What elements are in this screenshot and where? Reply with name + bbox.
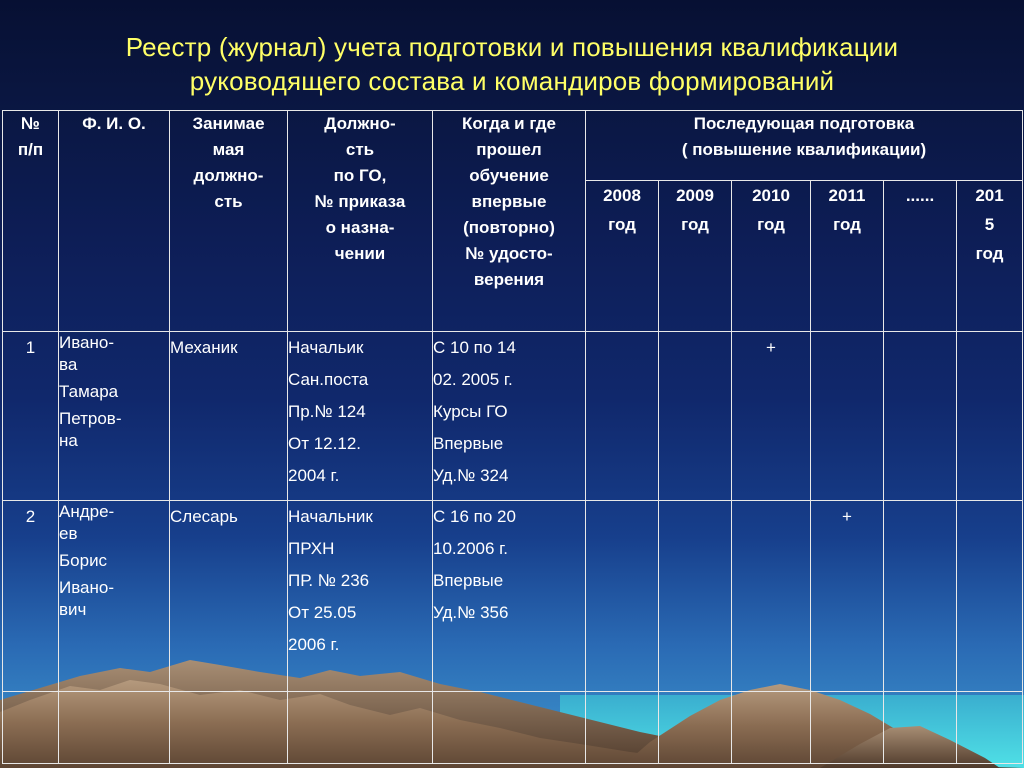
training-line: С 10 по 14 bbox=[433, 338, 516, 358]
row-number: 2 bbox=[3, 500, 59, 691]
mark-2008 bbox=[586, 500, 659, 691]
header-subsequent-line: ( повышение квалификации) bbox=[681, 140, 927, 159]
empty-cell bbox=[586, 691, 659, 763]
mark-2010 bbox=[732, 500, 811, 691]
fio-line: ев bbox=[59, 523, 78, 543]
registry-table bbox=[2, 110, 1023, 764]
year-2010 bbox=[732, 181, 811, 332]
year-ellipsis bbox=[884, 181, 957, 332]
training-line: 10.2006 г. bbox=[433, 538, 509, 558]
go-line: От 25.05 bbox=[288, 602, 357, 622]
fio-line: Тамара bbox=[59, 382, 119, 402]
row-first-training bbox=[433, 500, 586, 691]
go-line: От 12.12. bbox=[288, 434, 361, 454]
row-position bbox=[170, 332, 288, 500]
row-go-position bbox=[288, 332, 433, 500]
table-row bbox=[3, 332, 1023, 500]
empty-cell bbox=[170, 691, 288, 763]
go-line: ПР. № 236 bbox=[288, 570, 370, 590]
header-training-line: обучение bbox=[469, 166, 549, 185]
go-line: ПРХН bbox=[288, 538, 335, 558]
empty-cell bbox=[884, 691, 957, 763]
training-line: С 16 по 20 bbox=[433, 506, 516, 526]
title-line-1: Реестр (журнал) учета подготовки и повышения квалификации bbox=[125, 32, 899, 62]
go-line: Начальик bbox=[288, 338, 364, 358]
header-num-line: п/п bbox=[17, 140, 44, 159]
header-training-line: верения bbox=[473, 270, 545, 289]
row-fio bbox=[59, 500, 170, 691]
empty-cell bbox=[59, 691, 170, 763]
empty-cell bbox=[957, 691, 1023, 763]
mark-ellipsis bbox=[884, 500, 957, 691]
header-go-line: по ГО, bbox=[333, 166, 387, 185]
header-go-position bbox=[288, 111, 433, 332]
year-value: 5 bbox=[984, 215, 995, 235]
fio-line: на bbox=[59, 431, 78, 451]
empty-cell bbox=[659, 691, 732, 763]
row-position bbox=[170, 500, 288, 691]
year-unit: год bbox=[608, 215, 636, 235]
header-position bbox=[170, 111, 288, 332]
mark-2011: + bbox=[811, 500, 884, 691]
go-line: Начальник bbox=[288, 506, 373, 526]
training-line: Впервые bbox=[433, 434, 504, 454]
year-2008 bbox=[586, 181, 659, 332]
header-position-line: Занимае bbox=[192, 114, 265, 133]
mark-2009 bbox=[659, 332, 732, 500]
go-line: 2006 г. bbox=[288, 634, 340, 654]
training-line: Уд.№ 356 bbox=[433, 602, 509, 622]
table-row bbox=[3, 500, 1023, 691]
mark-2015 bbox=[957, 500, 1023, 691]
go-line: 2004 г. bbox=[288, 466, 340, 486]
fio-line: Андре- bbox=[59, 501, 115, 521]
header-training-line: впервые bbox=[471, 192, 547, 211]
header-subsequent-line: Последующая подготовка bbox=[693, 114, 915, 133]
header-fio bbox=[59, 111, 170, 332]
year-unit: год bbox=[975, 244, 1004, 264]
empty-cell bbox=[811, 691, 884, 763]
header-training-line: № удосто- bbox=[465, 244, 553, 263]
year-value: 2008 bbox=[603, 186, 641, 206]
header-go-line: № приказа bbox=[314, 192, 406, 211]
row-number: 1 bbox=[3, 332, 59, 500]
year-unit: год bbox=[681, 215, 709, 235]
position-line: Механик bbox=[170, 338, 238, 358]
empty-cell bbox=[3, 691, 59, 763]
training-line: Курсы ГО bbox=[433, 402, 508, 422]
fio-line: Ивано- bbox=[59, 333, 115, 353]
mark-ellipsis bbox=[884, 332, 957, 500]
header-go-line: чении bbox=[334, 244, 386, 263]
header-position-line: сть bbox=[214, 192, 243, 211]
header-training-line: Когда и где bbox=[461, 114, 556, 133]
go-line: Пр.№ 124 bbox=[288, 402, 366, 422]
year-unit: год bbox=[757, 215, 785, 235]
fio-line: вич bbox=[59, 599, 87, 619]
year-2011 bbox=[811, 181, 884, 332]
header-training-line: (повторно) bbox=[463, 218, 555, 237]
year-value: 2011 bbox=[828, 186, 866, 206]
empty-row bbox=[3, 691, 1023, 763]
header-num-line: № bbox=[21, 114, 40, 133]
mark-2009 bbox=[659, 500, 732, 691]
header-position-line: должно- bbox=[193, 166, 264, 185]
empty-cell bbox=[732, 691, 811, 763]
go-line: Сан.поста bbox=[288, 370, 369, 390]
header-fio-line: Ф. И. О. bbox=[82, 114, 146, 133]
mark-2008 bbox=[586, 332, 659, 500]
year-unit: год bbox=[833, 215, 861, 235]
row-go-position bbox=[288, 500, 433, 691]
training-line: Уд.№ 324 bbox=[433, 466, 509, 486]
mark-2011 bbox=[811, 332, 884, 500]
header-first-training bbox=[433, 111, 586, 332]
year-2009 bbox=[659, 181, 732, 332]
header-position-line: мая bbox=[212, 140, 245, 159]
position-line: Слесарь bbox=[170, 506, 238, 526]
row-fio bbox=[59, 332, 170, 500]
title-line-2: руководящего состава и командиров формирований bbox=[189, 66, 835, 96]
training-line: Впервые bbox=[433, 570, 504, 590]
header-training-line: прошел bbox=[476, 140, 542, 159]
fio-line: Ивано- bbox=[59, 577, 115, 597]
header-subsequent-training bbox=[586, 111, 1023, 181]
fio-line: Петров- bbox=[59, 409, 122, 429]
fio-line: Борис bbox=[59, 550, 108, 570]
mark-2015 bbox=[957, 332, 1023, 500]
empty-cell bbox=[433, 691, 586, 763]
header-go-line: Должно- bbox=[324, 114, 396, 133]
mark-2010: + bbox=[732, 332, 811, 500]
header-go-line: о назна- bbox=[325, 218, 395, 237]
year-2015 bbox=[957, 181, 1023, 332]
header-go-line: сть bbox=[345, 140, 375, 159]
header-num bbox=[3, 111, 59, 332]
header-row bbox=[3, 111, 1023, 181]
year-value: 2009 bbox=[676, 186, 714, 206]
year-value: 2010 bbox=[752, 186, 790, 206]
fio-line: ва bbox=[59, 355, 78, 375]
empty-cell bbox=[288, 691, 433, 763]
row-first-training bbox=[433, 332, 586, 500]
year-value: ...... bbox=[905, 186, 935, 206]
year-value: 201 bbox=[975, 186, 1004, 206]
training-line: 02. 2005 г. bbox=[433, 370, 513, 390]
